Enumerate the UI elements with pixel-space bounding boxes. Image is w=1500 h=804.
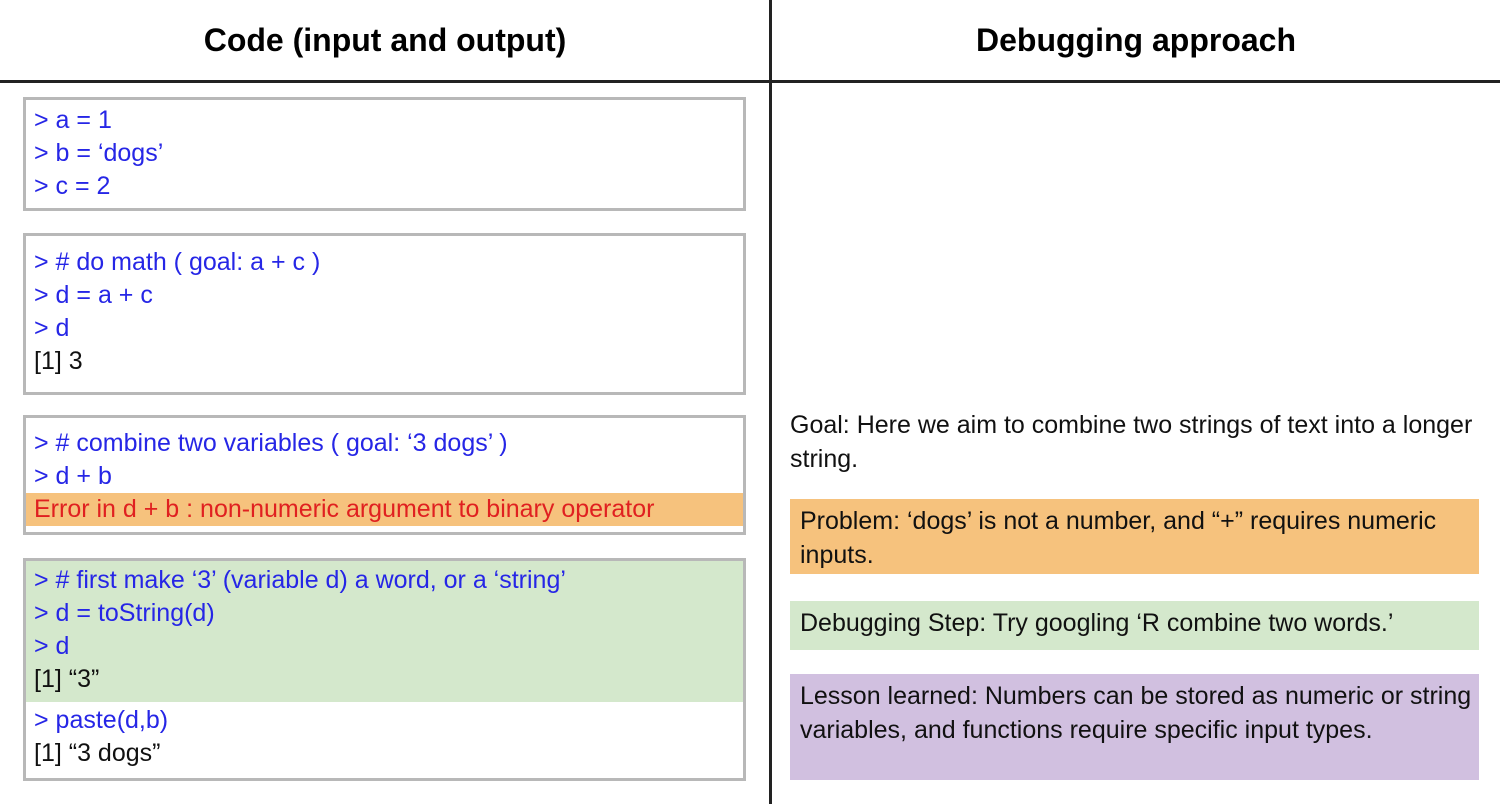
code-input-line: > d = toString(d) xyxy=(34,599,215,627)
code-input-line: > paste(d,b) xyxy=(34,706,169,734)
header-divider xyxy=(0,80,1500,83)
code-input-line: > b = ‘dogs’ xyxy=(34,139,164,167)
code-block-combine xyxy=(23,415,746,535)
code-output-line: [1] “3” xyxy=(34,665,100,693)
debugging-column-header: Debugging approach xyxy=(976,21,1296,58)
error-message: Error in d + b : non-numeric argument to binary operator xyxy=(26,493,743,526)
code-input-line: > c = 2 xyxy=(34,172,111,200)
code-column-header: Code (input and output) xyxy=(203,21,567,58)
code-input-line: > # combine two variables ( goal: ‘3 dogs’ ) xyxy=(34,429,508,457)
code-input-line: > a = 1 xyxy=(34,106,112,134)
fix-highlight xyxy=(26,561,743,702)
code-output-line: [1] “3 dogs” xyxy=(34,739,161,767)
code-input-line: > # first make ‘3’ (variable d) a word, or a ‘string’ xyxy=(34,566,566,594)
code-input-line: > d xyxy=(34,632,70,660)
column-divider xyxy=(769,0,772,804)
code-block-fix xyxy=(23,558,746,781)
code-input-line: > # do math ( goal: a + c ) xyxy=(34,248,321,276)
problem-callout: Problem: ‘dogs’ is not a number, and “+” requires numeric inputs. xyxy=(790,499,1479,574)
debugging-step-callout: Debugging Step: Try googling ‘R combine two words.’ xyxy=(790,601,1479,650)
code-block-math xyxy=(23,233,746,395)
code-input-line: > d = a + c xyxy=(34,281,153,309)
code-input-line: > d + b xyxy=(34,462,112,490)
code-block-assignments xyxy=(23,97,746,211)
code-output-line: [1] 3 xyxy=(34,347,83,375)
goal-note: Goal: Here we aim to combine two strings of text into a longer string. xyxy=(790,411,1473,473)
lesson-learned-callout: Lesson learned: Numbers can be stored as numeric or string variables, and functions require specific input types. xyxy=(790,674,1479,780)
code-input-line: > d xyxy=(34,314,70,342)
